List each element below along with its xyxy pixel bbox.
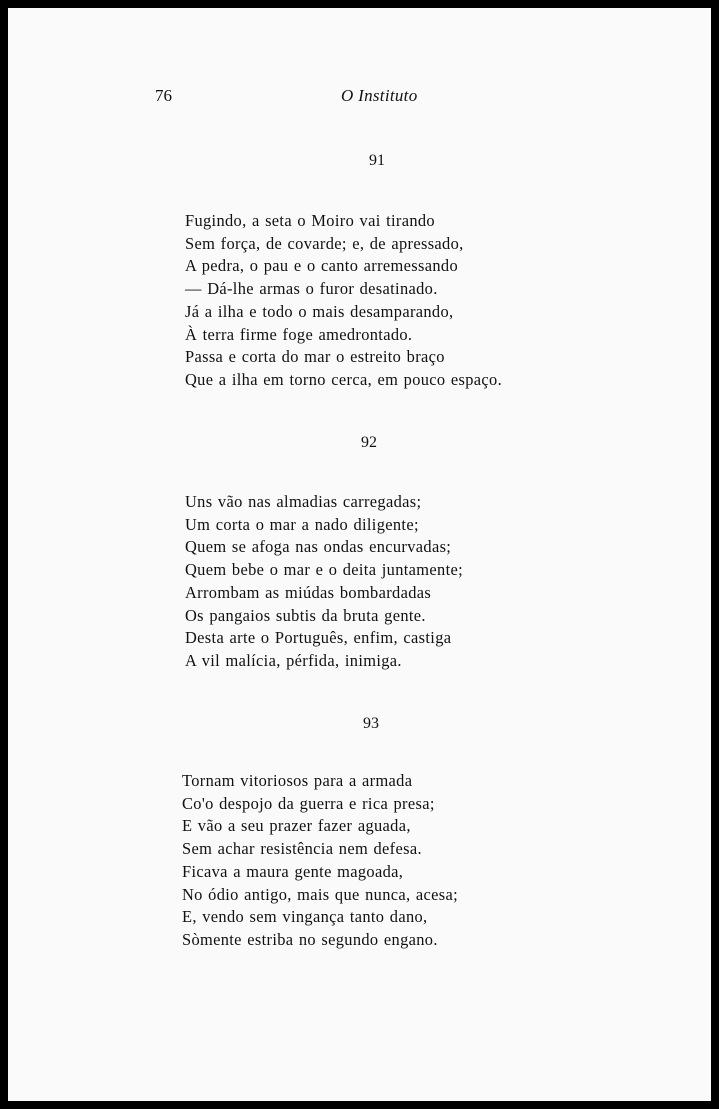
verse-line: Sòmente estriba no segundo engano. bbox=[182, 929, 438, 949]
verse-line: — Dá-lhe armas o furor desatinado. bbox=[185, 279, 438, 299]
verse-line: Arrombam as miúdas bombardadas bbox=[185, 582, 432, 602]
stanza-number: 92 bbox=[361, 434, 377, 451]
running-title: O Instituto bbox=[341, 86, 418, 105]
verse-line: Quem se afoga nas ondas encurvadas; bbox=[185, 537, 452, 557]
book-page bbox=[8, 8, 711, 1101]
verse-line: A vil malícia, pérfida, inimiga. bbox=[185, 650, 402, 670]
verse-line: Quem bebe o mar e o deita juntamente; bbox=[185, 560, 464, 580]
verse-line: Que a ilha em torno cerca, em pouco espaço. bbox=[185, 369, 503, 389]
verse-line: No ódio antigo, mais que nunca, acesa; bbox=[182, 884, 459, 904]
verse-line: Fugindo, a seta o Moiro vai tirando bbox=[185, 211, 435, 230]
verse-list bbox=[185, 491, 463, 673]
verse-line: Uns vão nas almadias carregadas; bbox=[185, 492, 422, 511]
stanza-number: 91 bbox=[369, 152, 385, 169]
verse-list bbox=[182, 770, 458, 952]
page-header bbox=[8, 86, 711, 110]
page-number: 76 bbox=[155, 86, 172, 105]
verse-line: Desta arte o Português, enfim, castiga bbox=[185, 628, 452, 648]
verse-line: Co'o despojo da guerra e rica presa; bbox=[182, 793, 435, 813]
verse-line: A pedra, o pau e o canto arremessando bbox=[185, 256, 458, 276]
verse-line: À terra firme foge amedrontado. bbox=[185, 324, 413, 344]
verse-line: Sem achar resistência nem defesa. bbox=[182, 839, 422, 859]
verse-line: E, vendo sem vingança tanto dano, bbox=[182, 907, 428, 927]
verse-line: Já a ilha e todo o mais desamparando, bbox=[185, 301, 454, 321]
verse-line: Ficava a maura gente magoada, bbox=[182, 861, 404, 881]
verse-line: Um corta o mar a nado diligente; bbox=[185, 514, 419, 534]
verse-line: Passa e corta do mar o estreito braço bbox=[185, 347, 445, 367]
verse-line: Sem força, de covarde; e, de apressado, bbox=[185, 233, 464, 253]
verse-line: Os pangaios subtis da bruta gente. bbox=[185, 605, 426, 625]
stanza-number: 93 bbox=[363, 715, 379, 732]
verse-line: Tornam vitoriosos para a armada bbox=[182, 771, 413, 790]
verse-line: E vão a seu prazer fazer aguada, bbox=[182, 816, 411, 836]
verse-list bbox=[185, 210, 502, 392]
